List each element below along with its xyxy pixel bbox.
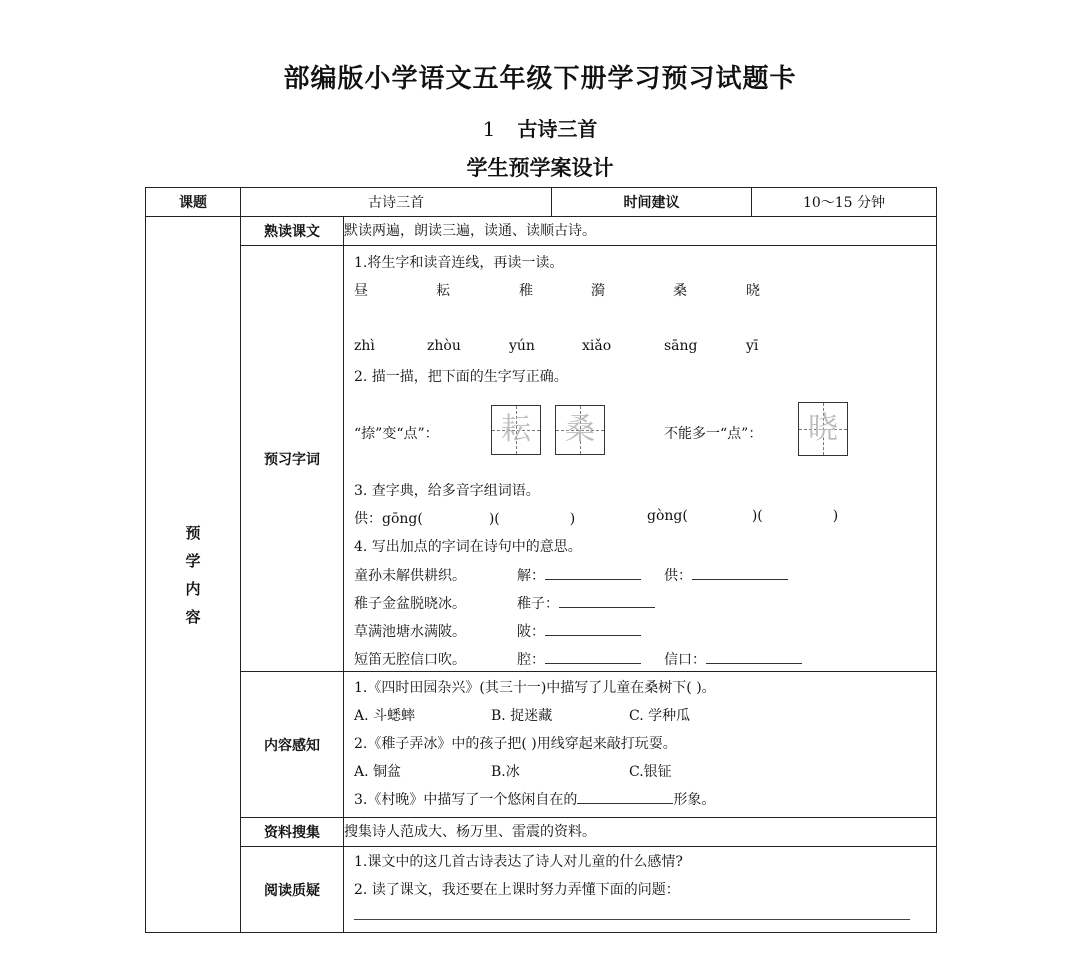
words-q2: 2. 描一描，把下面的生字写正确。 — [354, 369, 568, 385]
verse: 短笛无腔信口吹。 — [354, 652, 466, 668]
trace-char: 晓 — [808, 411, 838, 446]
pinyin: yī — [746, 338, 759, 354]
question-cell — [344, 847, 937, 933]
char: 桑 — [673, 283, 687, 299]
gloss-1: 稚子： — [517, 593, 655, 613]
q3-reading-2: gòng( — [647, 508, 688, 524]
time-value: 10～15 分钟 — [752, 188, 937, 217]
document-subtitle: 学生预学案设计 — [466, 156, 614, 180]
row-question — [146, 847, 937, 933]
trace-box[interactable] — [491, 405, 541, 455]
char: 漪 — [591, 283, 605, 299]
pinyin: sāng — [664, 338, 698, 354]
q3-sep-2: )( — [751, 508, 763, 524]
char: 耘 — [436, 283, 450, 299]
answer-blank[interactable] — [559, 593, 655, 608]
words-q4: 4. 写出加点的字词在诗句中的意思。 — [354, 539, 582, 555]
content-label: 内容感知 — [241, 672, 344, 818]
answer-blank[interactable] — [545, 565, 641, 580]
option: C. 学种瓜 — [629, 708, 691, 724]
content-q1: 1.《四时田园杂兴》(其三十一)中描写了儿童在桑树下( )。 — [354, 680, 716, 696]
row-words — [146, 246, 937, 672]
read-text: 默读两遍，朗读三遍，读通、读顺古诗。 — [344, 217, 937, 246]
trace-box[interactable] — [798, 402, 848, 456]
char: 晓 — [746, 283, 760, 299]
q3-char: 供： — [354, 511, 382, 527]
lesson-number: 1 — [482, 117, 496, 141]
q3-line — [354, 508, 575, 528]
side-char: 预 — [185, 523, 201, 542]
material-text: 搜集诗人范成大、杨万里、雷震的资料。 — [344, 818, 937, 847]
topic-label: 课题 — [146, 188, 241, 217]
read-label: 熟读课文 — [241, 217, 344, 246]
q3-sep-1: )( — [488, 511, 500, 527]
trace-char: 耘 — [501, 412, 531, 447]
answer-blank[interactable] — [545, 649, 641, 664]
words-label: 预习字词 — [241, 246, 344, 672]
q3-line-2 — [647, 508, 838, 524]
gloss-1: 腔： — [517, 649, 641, 669]
question-label: 阅读质疑 — [241, 847, 344, 933]
answer-blank[interactable] — [577, 789, 673, 804]
row-material — [146, 818, 937, 847]
topic-value: 古诗三首 — [241, 188, 552, 217]
q2-right-label: 不能多一“点”： — [664, 426, 763, 442]
lesson-heading — [0, 113, 1080, 142]
content-q3: 3.《村晚》中描写了一个悠闲自在的 形象。 — [354, 789, 715, 809]
q3-reading-1: gōng( — [382, 511, 423, 527]
verse: 草满池塘水满陂。 — [354, 624, 466, 640]
option: A. 铜盆 — [354, 764, 402, 780]
char: 昼 — [354, 283, 368, 299]
option: B.冰 — [491, 764, 520, 780]
pinyin: zhì — [354, 338, 375, 354]
trace-box[interactable] — [555, 405, 605, 455]
row-read — [146, 217, 937, 246]
pinyin: zhòu — [427, 338, 461, 354]
answer-blank[interactable] — [545, 621, 641, 636]
side-char: 学 — [185, 551, 201, 570]
option: B. 捉迷藏 — [491, 708, 553, 724]
side-char: 内 — [185, 579, 201, 598]
side-char: 容 — [185, 607, 201, 626]
char: 稚 — [519, 283, 533, 299]
lesson-name: 古诗三首 — [517, 117, 598, 141]
gloss-2: 信口： — [664, 649, 802, 669]
verse: 童孙未解供耕织。 — [354, 568, 466, 584]
content-q2: 2.《稚子弄冰》中的孩子把( )用线穿起来敲打玩耍。 — [354, 736, 677, 752]
q2-left-label: “捺”变“点”： — [354, 426, 439, 442]
answer-blank[interactable] — [692, 565, 788, 580]
gloss-1: 陂： — [517, 621, 641, 641]
words-q1: 1.将生字和读音连线，再读一读。 — [354, 255, 564, 271]
header-row — [146, 188, 937, 217]
answer-line[interactable] — [354, 919, 910, 920]
trace-char: 桑 — [565, 412, 595, 447]
document-title: 部编版小学语文五年级下册学习预习试题卡 — [283, 64, 797, 94]
q3-close-2: ) — [832, 508, 839, 524]
words-q3: 3. 查字典，给多音字组词语。 — [354, 483, 540, 499]
question-q1: 1.课文中的这几首古诗表达了诗人对儿童的什么感情? — [354, 854, 683, 870]
option: A. 斗蟋蟀 — [354, 708, 416, 724]
gloss-1: 解： — [517, 565, 641, 585]
material-label: 资料搜集 — [241, 818, 344, 847]
side-label — [146, 217, 241, 933]
worksheet-table — [145, 187, 937, 933]
pinyin: yún — [509, 338, 535, 354]
words-cell — [344, 246, 937, 672]
verse: 稚子金盆脱晓冰。 — [354, 596, 466, 612]
row-content — [146, 672, 937, 818]
content-cell — [344, 672, 937, 818]
pinyin: xiǎo — [582, 338, 612, 354]
gloss-2: 供： — [664, 565, 788, 585]
option: C.银钲 — [629, 764, 672, 780]
answer-blank[interactable] — [706, 649, 802, 664]
question-q2: 2. 读了课文，我还要在上课时努力弄懂下面的问题： — [354, 882, 680, 898]
time-label: 时间建议 — [552, 188, 752, 217]
q3-close-1: ) — [569, 511, 576, 527]
